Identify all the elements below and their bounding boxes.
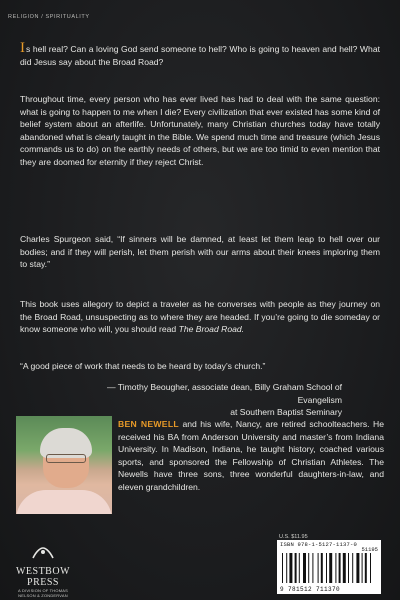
endorsement-attribution	[82, 381, 342, 419]
intro-text: s hell real? Can a loving God send someone to hell? Who is going to heaven and hell? What did Jesus say about the Broad Road?	[20, 44, 380, 67]
barcode-digits: 9 781512 711370	[280, 586, 341, 593]
spurgeon-quote-paragraph: Charles Spurgeon said, “If sinners will be damned, at least let them leap to hell over our bodies; and if they will perish, let them perish with our arms about their knees imploring them to stay.”	[20, 234, 380, 270]
author-bio-text: and his wife, Nancy, are retired schoolteachers. He received his BA from Anderson University and master’s from Indiana University. In Madison, Indiana, he taught history, coached various sports, and sponsored the Fellowship of Christian Athletes. The Newells have three sons, three wonderful daughters-in-law, and eleven grandchildren.	[118, 419, 384, 492]
intro-paragraph	[20, 42, 380, 68]
price-label: U.S. $11.95	[279, 534, 308, 540]
book-title-reference: The Broad Road.	[178, 324, 245, 335]
addon-code: 51195	[361, 546, 378, 553]
author-photo	[16, 416, 112, 514]
author-name: BEN NEWELL	[118, 419, 179, 429]
publisher-logo	[12, 546, 74, 598]
endorsement-quote: “A good piece of work that needs to be heard by today’s church.”	[20, 361, 266, 371]
publisher-name: WESTBOW PRESS	[15, 566, 71, 588]
publisher-mark-icon	[31, 546, 55, 560]
isbn-barcode	[277, 540, 381, 594]
allegory-paragraph	[20, 298, 380, 336]
category-label: RELIGION / SPIRITUALITY	[8, 14, 90, 20]
body-paragraph-1: Throughout time, every person who has ever lived has had to deal with the same question: what is going to happen to me when I die? Every civilization that ever existed has some kind of belief system about an afterlife. Unfortunately, many Christian churches today have totally abandoned what is clearly taught in the Bible. We spend much time and treasure (which Jesus commands us to do) on the earthly needs of others, but we are too timid to even mention that they are doomed for eternity if they reject Christ.	[20, 94, 380, 167]
drop-cap: I	[20, 40, 25, 56]
attribution-line-2: at Southern Baptist Seminary	[230, 407, 342, 418]
barcode-bars	[280, 553, 378, 585]
allegory-text: This book uses allegory to depict a traveler as he converses with people as they journey on the Broad Road, unsuspecting as to where they are headed. If you’re going to die someday or know someone who will, you should read	[20, 299, 380, 335]
attribution-line-1: — Timothy Beougher, associate dean, Billy Graham School of Evangelism	[106, 382, 342, 405]
publisher-subtitle: A DIVISION OF THOMAS NELSON & ZONDERVAN	[18, 588, 68, 598]
author-bio	[118, 418, 384, 494]
isbn-text: ISBN 978-1-5127-1137-0	[280, 541, 358, 548]
